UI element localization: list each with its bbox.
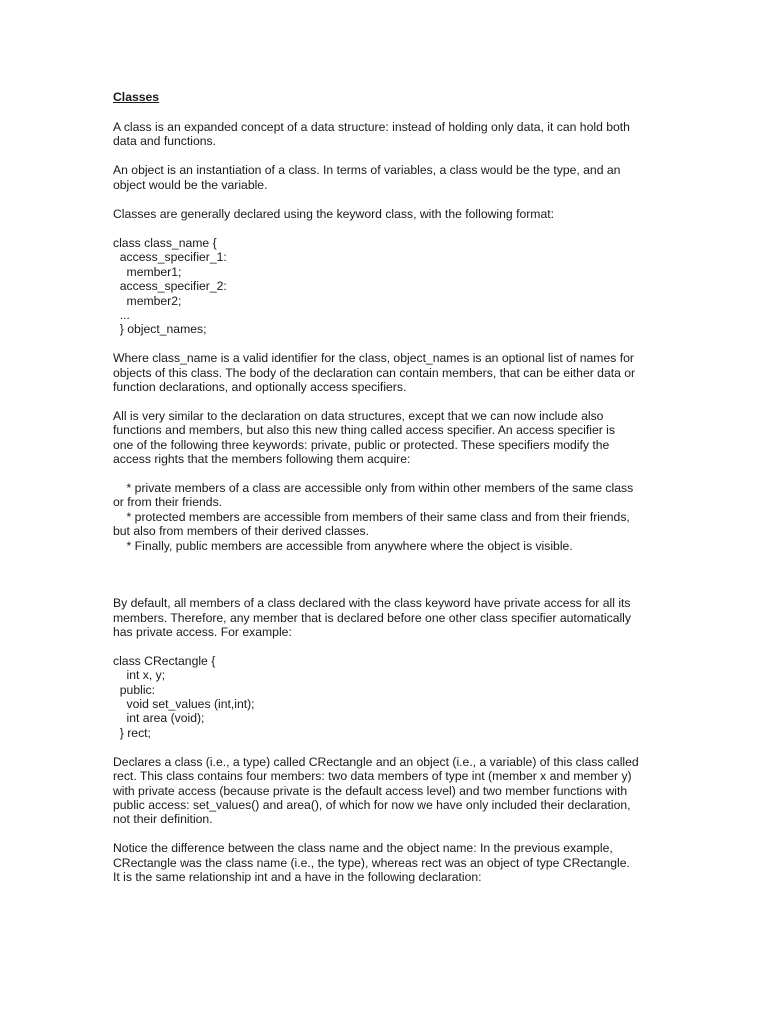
code-line: access_specifier_2: [113, 279, 227, 293]
page-title: Classes [113, 90, 160, 104]
text-line: rect. This class contains four members: two data members of type int (member x and member y) [113, 769, 632, 783]
text-line: has private access. For example: [113, 625, 292, 639]
code-line: class class_name { [113, 236, 217, 250]
code-line: int area (void); [113, 711, 205, 725]
text-line: object would be the variable. [113, 178, 268, 192]
text-line: objects of this class. The body of the declaration can contain members, that can be either data or [113, 366, 636, 380]
list-item: * private members of a class are accessible only from within other members of the same class [113, 481, 634, 495]
list-item: but also from members of their derived classes. [113, 524, 370, 538]
text-line: All is very similar to the declaration on data structures, except that we can now include also [113, 409, 604, 423]
text-line: By default, all members of a class declared with the class keyword have private access for all its [113, 596, 631, 610]
text-line: with private access (because private is the default access level) and two member functions with [113, 784, 628, 798]
text-line: Declares a class (i.e., a type) called CRectangle and an object (i.e., a variable) of this class called [113, 755, 639, 769]
text-line: function declarations, and optionally access specifiers. [113, 380, 407, 394]
text-line: CRectangle was the class name (i.e., the type), whereas rect was an object of type CRectangle. [113, 856, 630, 870]
text-line: Notice the difference between the class name and the object name: In the previous example, [113, 841, 613, 855]
text-line: A class is an expanded concept of a data structure: instead of holding only data, it can hold both [113, 120, 630, 134]
list-item: * Finally, public members are accessible from anywhere where the object is visible. [113, 539, 573, 553]
text-line: public access: set_values() and area(), of which for now we have only included their declaration, [113, 798, 631, 812]
code-line: } rect; [113, 726, 151, 740]
text-line: Where class_name is a valid identifier for the class, object_names is an optional list of names for [113, 351, 634, 365]
text-line: one of the following three keywords: private, public or protected. These specifiers modify the [113, 438, 610, 452]
text-line: members. Therefore, any member that is declared before one other class specifier automatically [113, 611, 631, 625]
code-line: public: [113, 683, 156, 697]
text-line: It is the same relationship int and a have in the following declaration: [113, 870, 482, 884]
list-item: or from their friends. [113, 495, 223, 509]
code-line: } object_names; [113, 322, 207, 336]
text-line: Classes are generally declared using the keyword class, with the following format: [113, 207, 554, 221]
text-line: An object is an instantiation of a class. In terms of variables, a class would be the type, and an [113, 163, 621, 177]
code-line: ... [113, 308, 130, 322]
code-line: class CRectangle { [113, 654, 216, 668]
code-line: member1; [113, 265, 182, 279]
list-item: * protected members are accessible from members of their same class and from their friends, [113, 510, 630, 524]
code-line: int x, y; [113, 668, 166, 682]
text-line: not their definition. [113, 812, 213, 826]
code-line: access_specifier_1: [113, 250, 227, 264]
text-line: data and functions. [113, 134, 216, 148]
text-line: functions and members, but also this new thing called access specifier. An access specifier is [113, 423, 615, 437]
code-line: member2; [113, 294, 182, 308]
text-line: access rights that the members following them acquire: [113, 452, 411, 466]
code-line: void set_values (int,int); [113, 697, 255, 711]
